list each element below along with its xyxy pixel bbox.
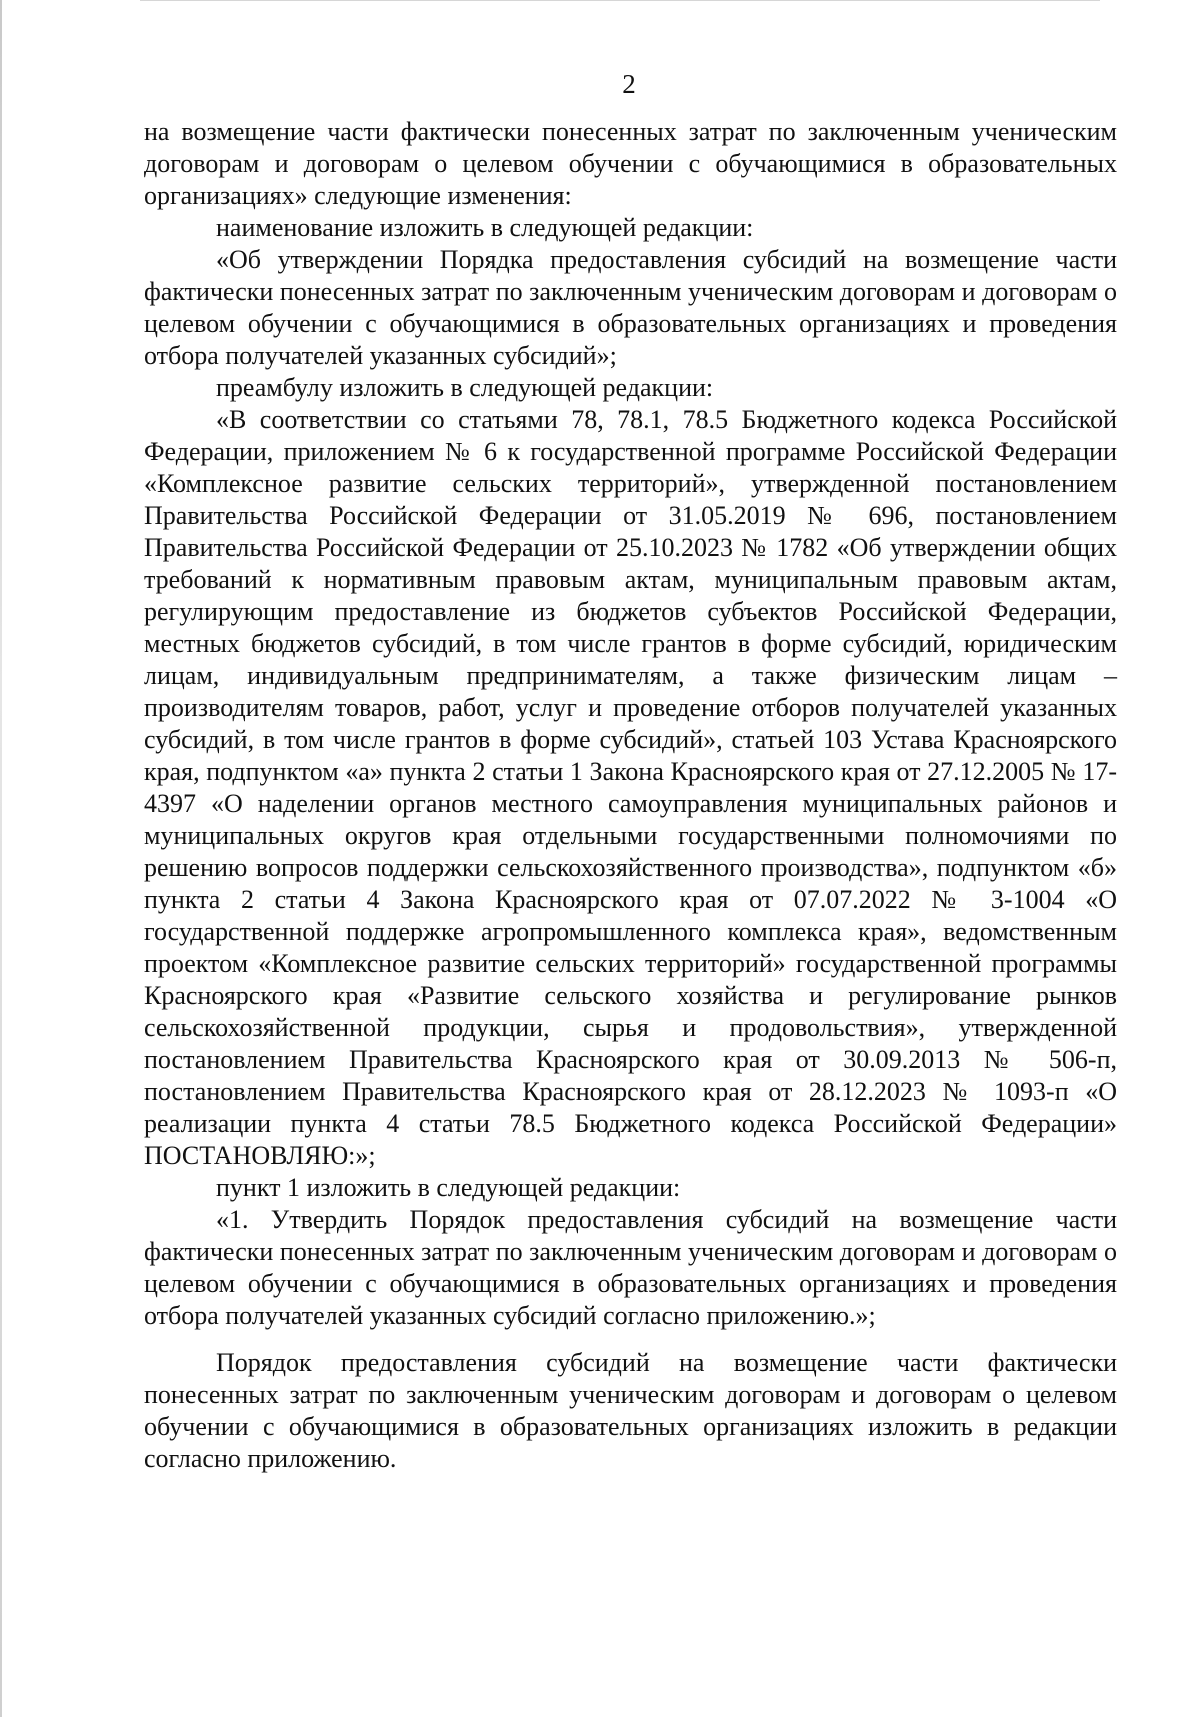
- paragraph-new-preamble: «В соответствии со статьями 78, 78.1, 78.5 Бюджетного кодекса Российской Федерации, приложением № 6 к государственной программе Российской Федерации «Комплексное развитие сельских территорий», утвержденной постановлением Правительства Российской Федерации от 31.05.2019 № 696, постановлением Правительства Российской Федерации от 25.10.2023 № 1782 «Об утверждении общих требований к нормативным правовым актам, муниципальным правовым актам, регулирующим предоставление из бюджетов субъектов Российской Федерации, местных бюджетов субсидий, в том числе грантов в форме субсидий, юридическим лицам, индивидуальным предпринимателям, а также физическим лицам – производителям товаров, работ, услуг и проведение отборов получателей указанных субсидий, в том числе грантов в форме субсидий», статьей 103 Устава Красноярского края, подпунктом «а» пункта 2 статьи 1 Закона Красноярского края от 27.12.2005 № 17-4397 «О наделении органов местного самоуправления муниципальных районов и муниципальных округов края отдельными государственными полномочиями по решению вопросов поддержки сельскохозяйственного производства», подпунктом «б» пункта 2 статьи 4 Закона Красноярского края от 07.07.2022 № 3-1004 «О государственной поддержке агропромышленного комплекса края», ведомственным проектом «Комплексное развитие сельских территорий» государственной программы Красноярского края «Развитие сельского хозяйства и регулирование рынков сельскохозяйственной продукции, сырья и продовольствия», утвержденной постановлением Правительства Красноярского края от 30.09.2013 № 506-п, постановлением Правительства Красноярского края от 28.12.2023 № 1093-п «О реализации пункта 4 статьи 78.5 Бюджетного кодекса Российской Федерации» ПОСТАНОВЛЯЮ:»;: [144, 405, 1117, 1170]
- paragraph-title-change-intro: наименование изложить в следующей редакции:: [216, 213, 754, 242]
- paragraph-preamble-intro: преамбулу изложить в следующей редакции:: [216, 373, 714, 402]
- paragraph-point1-intro: пункт 1 изложить в следующей редакции:: [216, 1173, 681, 1202]
- paragraph-continuation: на возмещение части фактически понесенных затрат по заключенным ученическим договорам и договорам о целевом обучении с обучающимися в образовательных организациях» следующие изменения:: [144, 117, 1117, 210]
- paragraph-procedure-change: Порядок предоставления субсидий на возмещение части фактически понесенных затрат по заключенным ученическим договорам и договорам о целевом обучении с обучающимися в образовательных организациях изложить в редакции согласно приложению.: [144, 1348, 1117, 1473]
- paragraph-new-point1: «1. Утвердить Порядок предоставления субсидий на возмещение части фактически понесенных затрат по заключенным ученическим договорам и договорам о целевом обучении с обучающимися в образовательных организациях и проведения отбора получателей указанных субсидий согласно приложению.»;: [144, 1205, 1117, 1330]
- scan-edge-shadow: [0, 0, 2, 1717]
- page-number: 2: [622, 69, 636, 99]
- document-body: [144, 116, 1117, 1475]
- paragraph-new-title: «Об утверждении Порядка предоставления субсидий на возмещение части фактически понесенных затрат по заключенным ученическим договорам и договорам о целевом обучении с обучающимися в образовательных организациях и проведения отбора получателей указанных субсидий»;: [144, 245, 1117, 370]
- scan-top-edge: [140, 0, 1100, 1]
